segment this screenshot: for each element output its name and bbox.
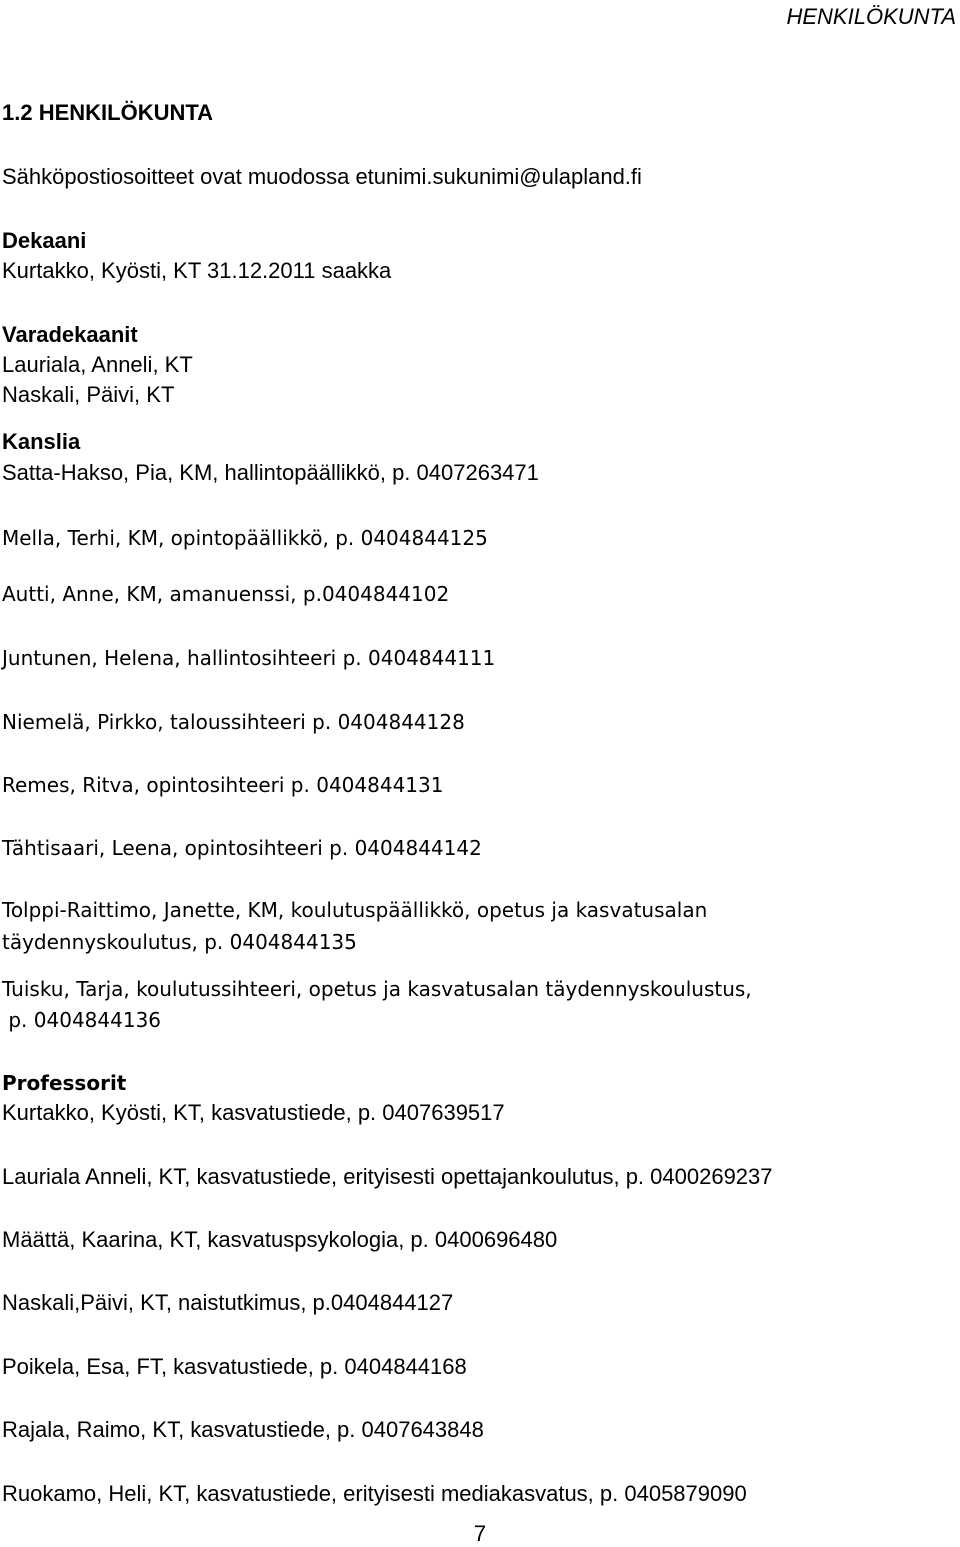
kanslia-person: Remes, Ritva, opintosihteeri p. 0404844131: [2, 773, 444, 797]
email-note: Sähköpostiosoitteet ovat muodossa etunimi.sukunimi@ulapland.fi: [2, 164, 642, 189]
kanslia-person-continued: täydennyskoulutus, p. 0404844135: [2, 930, 357, 954]
section-title: 1.2 HENKILÖKUNTA: [2, 100, 214, 125]
kanslia-person: Tuisku, Tarja, koulutussihteeri, opetus ja kasvatusalan täydennyskoulustus,: [2, 977, 752, 1001]
kanslia-person: Autti, Anne, KM, amanuenssi, p.0404844102: [2, 582, 450, 606]
kanslia-person: Juntunen, Helena, hallintosihteeri p. 0404844111: [2, 646, 496, 670]
varadekaani-person: Lauriala, Anneli, KT: [2, 352, 193, 377]
dekaani-person: Kurtakko, Kyösti, KT 31.12.2011 saakka: [2, 258, 392, 283]
professor-entry: Määttä, Kaarina, KT, kasvatuspsykologia, p. 0400696480: [2, 1227, 558, 1252]
varadekaanit-heading: Varadekaanit: [2, 322, 138, 347]
professor-entry: Ruokamo, Heli, KT, kasvatustiede, erityisesti mediakasvatus, p. 0405879090: [2, 1481, 747, 1506]
varadekaani-person: Naskali, Päivi, KT: [2, 382, 175, 407]
dekaani-heading: Dekaani: [2, 228, 87, 253]
kanslia-person-continued: p. 0404844136: [2, 1008, 162, 1032]
professor-entry: Kurtakko, Kyösti, KT, kasvatustiede, p. 0407639517: [2, 1100, 505, 1125]
kanslia-person: Tähtisaari, Leena, opintosihteeri p. 0404844142: [2, 836, 482, 860]
kanslia-person: Satta-Hakso, Pia, KM, hallintopäällikkö, p. 0407263471: [2, 460, 539, 485]
running-header: HENKILÖKUNTA: [786, 4, 956, 29]
kanslia-person: Tolppi-Raittimo, Janette, KM, koulutuspäällikkö, opetus ja kasvatusalan: [2, 898, 708, 922]
professorit-heading: Professorit: [2, 1071, 127, 1095]
professor-entry: Lauriala Anneli, KT, kasvatustiede, erityisesti opettajankoulutus, p. 0400269237: [2, 1164, 773, 1189]
kanslia-person: Niemelä, Pirkko, taloussihteeri p. 0404844128: [2, 710, 465, 734]
kanslia-person: Mella, Terhi, KM, opintopäällikkö, p. 0404844125: [2, 526, 488, 550]
professor-entry: Rajala, Raimo, KT, kasvatustiede, p. 0407643848: [2, 1417, 484, 1442]
professor-entry: Poikela, Esa, FT, kasvatustiede, p. 0404844168: [2, 1354, 467, 1379]
professor-entry: Naskali,Päivi, KT, naistutkimus, p.0404844127: [2, 1290, 454, 1315]
page-number: 7: [473, 1521, 487, 1546]
kanslia-heading: Kanslia: [2, 429, 81, 454]
